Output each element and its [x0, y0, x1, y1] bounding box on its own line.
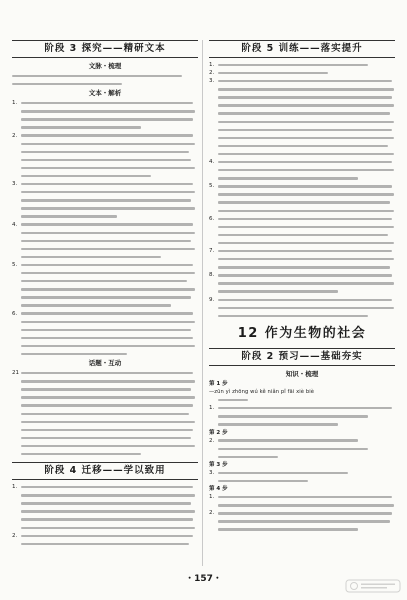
- text-line: [12, 393, 198, 401]
- text-line: [12, 204, 198, 212]
- text-line: [12, 164, 198, 172]
- numbered-line: 4.: [12, 221, 198, 229]
- text-line: [12, 402, 198, 410]
- numbered-line: 1.: [209, 61, 395, 69]
- numbered-line: 7.: [209, 247, 395, 255]
- numbered-line: 9.: [209, 296, 395, 304]
- numbered-line: 2.: [209, 509, 395, 517]
- text-line: [209, 223, 395, 231]
- text-line: [209, 110, 395, 118]
- numbered-line: 21: [12, 369, 198, 377]
- text-line: [209, 526, 395, 534]
- numbered-line: 1.: [209, 404, 395, 412]
- sub-heading-topic: 话题・互动: [88, 359, 122, 368]
- section-heading-training: 阶段 5 训练——落实提升: [209, 40, 395, 58]
- text-line: [12, 418, 198, 426]
- numbered-line: 2.: [209, 437, 395, 445]
- text-line: [12, 342, 198, 350]
- text-line: [209, 288, 395, 296]
- text-line: [209, 312, 395, 320]
- text-line: [12, 450, 198, 458]
- pinyin-answer-line: —zūn yì zhōng wú kě niǎn pǐ fāi xiè biè: [209, 389, 315, 396]
- text-line: [209, 420, 395, 428]
- text-line: [12, 269, 198, 277]
- step-label: 第 4 步: [209, 486, 228, 493]
- text-line: [209, 518, 395, 526]
- text-line: [12, 115, 198, 123]
- text-line: [12, 123, 198, 131]
- text-line: [209, 263, 395, 271]
- numbered-line: 3.: [209, 469, 395, 477]
- text-line: [209, 85, 395, 93]
- text-line: [12, 516, 198, 524]
- text-line: [12, 302, 198, 310]
- text-line: [12, 410, 198, 418]
- text-line: [209, 396, 395, 404]
- text-line: [12, 350, 198, 358]
- text-line: [12, 213, 198, 221]
- text-line: [12, 237, 198, 245]
- numbered-line: 5.: [209, 182, 395, 190]
- text-line: [209, 191, 395, 199]
- sub-heading-knowledge: 知识・梳理: [285, 370, 319, 378]
- text-line: [12, 293, 198, 301]
- section-heading-preview: 阶段 2 预习——基础夯实: [209, 348, 395, 366]
- step-label: 第 2 步: [209, 429, 228, 436]
- text-line: [12, 107, 198, 115]
- text-line: [209, 445, 395, 453]
- text-line: [12, 334, 198, 342]
- numbered-line: 3.: [209, 77, 395, 85]
- text-line: [12, 442, 198, 450]
- chapter-title: 12 作为生物的社会: [237, 326, 367, 341]
- right-column: [209, 40, 395, 534]
- text-line: [209, 477, 395, 485]
- page-number: ・157・: [185, 574, 222, 584]
- text-line: [209, 166, 395, 174]
- text-line: [209, 142, 395, 150]
- numbered-line: 4.: [209, 158, 395, 166]
- text-line: [209, 93, 395, 101]
- column-divider: [202, 40, 203, 566]
- text-line: [12, 72, 198, 80]
- text-line: [209, 412, 395, 420]
- text-line: [209, 174, 395, 182]
- section-heading-explore: 阶段 3 探究——精研文本: [12, 40, 198, 58]
- text-line: [209, 207, 395, 215]
- text-line: [209, 150, 395, 158]
- numbered-line: 1.: [209, 493, 395, 501]
- text-line: [12, 524, 198, 532]
- text-line: [209, 118, 395, 126]
- numbered-line: 8.: [209, 271, 395, 279]
- text-line: [12, 140, 198, 148]
- text-line: [209, 280, 395, 288]
- text-line: [12, 499, 198, 507]
- text-line: [209, 255, 395, 263]
- text-line: [209, 126, 395, 134]
- numbered-line: 1.: [12, 99, 198, 107]
- numbered-line: 6.: [12, 310, 198, 318]
- text-line: [12, 253, 198, 261]
- text-line: [12, 196, 198, 204]
- text-line: [12, 172, 198, 180]
- left-column: [12, 40, 198, 548]
- text-line: [12, 540, 198, 548]
- text-line: [209, 101, 395, 109]
- numbered-line: 6.: [209, 215, 395, 223]
- text-line: [12, 434, 198, 442]
- text-line: [12, 80, 198, 88]
- text-line: [12, 385, 198, 393]
- text-line: [209, 231, 395, 239]
- text-line: [209, 199, 395, 207]
- numbered-line: 2.: [12, 532, 198, 540]
- numbered-line: 3.: [12, 180, 198, 188]
- sub-heading-analysis: 文本・解析: [88, 89, 122, 98]
- text-line: [12, 508, 198, 516]
- section-heading-transfer: 阶段 4 迁移——学以致用: [12, 462, 198, 480]
- step-label: 第 3 步: [209, 461, 228, 468]
- sub-heading-context: 文脉・梳理: [88, 62, 122, 70]
- numbered-line: 2.: [12, 132, 198, 140]
- text-line: [12, 426, 198, 434]
- text-line: [12, 148, 198, 156]
- text-line: [12, 188, 198, 196]
- text-line: [209, 501, 395, 509]
- text-line: [12, 326, 198, 334]
- text-line: [12, 318, 198, 326]
- text-line: [12, 285, 198, 293]
- step-label: 第 1 步: [209, 381, 228, 388]
- text-line: [12, 377, 198, 385]
- text-line: [12, 156, 198, 164]
- numbered-line: 1.: [12, 483, 198, 491]
- text-line: [12, 491, 198, 499]
- text-line: [209, 239, 395, 247]
- text-line: [12, 245, 198, 253]
- watermark-logo-icon: [345, 578, 401, 594]
- text-line: [12, 277, 198, 285]
- text-line: [209, 134, 395, 142]
- numbered-line: 2.: [209, 69, 395, 77]
- text-line: [209, 304, 395, 312]
- text-line: [12, 229, 198, 237]
- text-line: [209, 453, 395, 461]
- numbered-line: 5.: [12, 261, 198, 269]
